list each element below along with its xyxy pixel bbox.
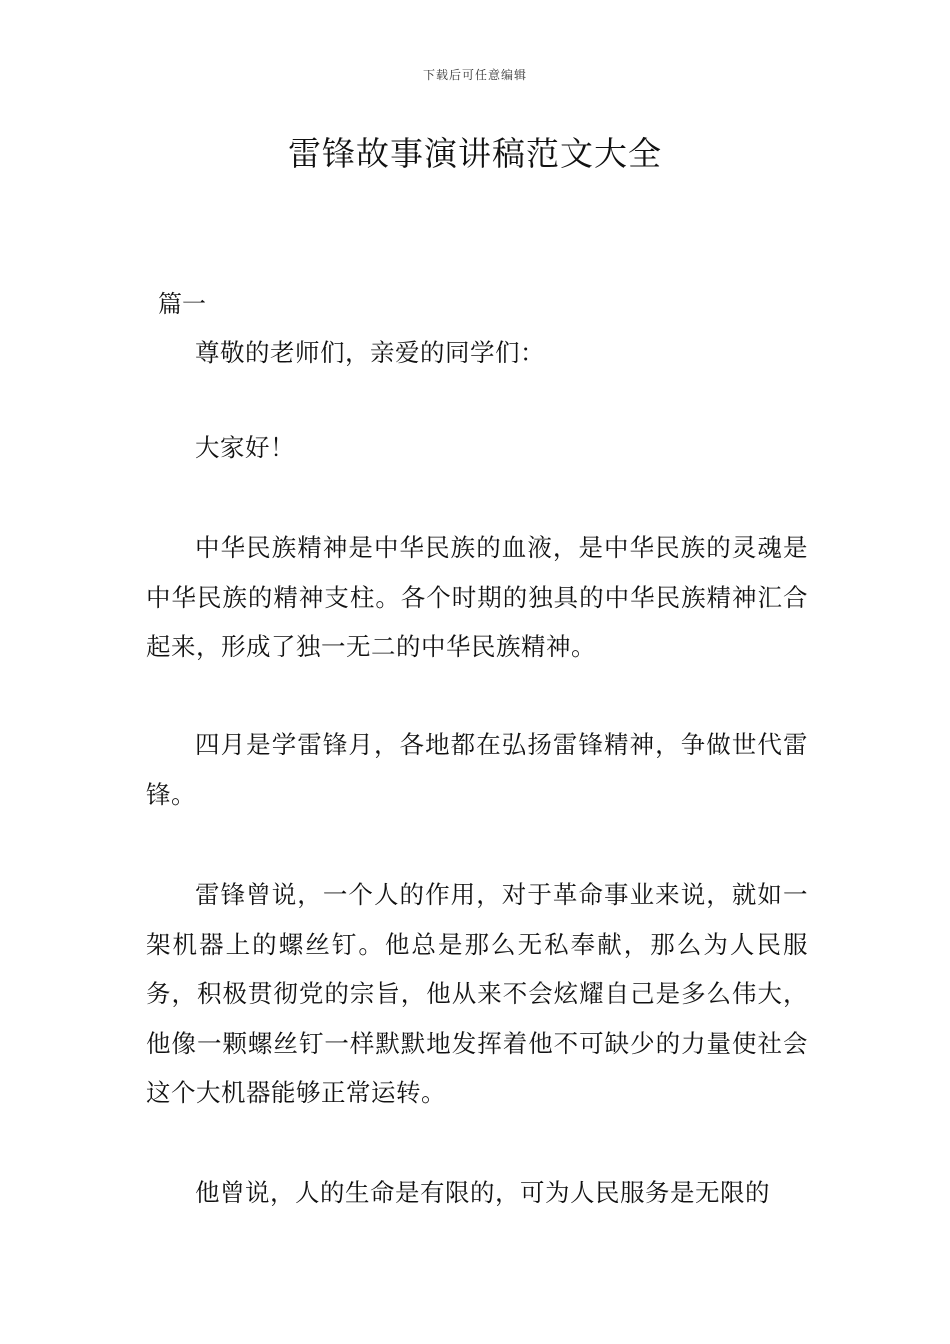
paragraph-greeting: 尊敬的老师们，亲爱的同学们：	[195, 338, 545, 367]
document-title: 雷锋故事演讲稿范文大全	[288, 134, 662, 173]
paragraph-learn-leifeng-month: 四月是学雷锋月，各地都在弘扬雷锋精神，争做世代雷锋。	[146, 730, 808, 809]
paragraph-life-limited: 他曾说，人的生命是有限的，可为人民服务是无限的	[195, 1178, 770, 1207]
paragraph-national-spirit: 中华民族精神是中华民族的血液，是中华民族的灵魂是中华民族的精神支柱。各个时期的独具的中华民族精神汇合起来，形成了独一无二的中华民族精神。	[146, 533, 808, 661]
paragraph-hello: 大家好！	[195, 433, 295, 462]
paragraph-screw-analogy: 雷锋曾说，一个人的作用，对于革命事业来说，就如一架机器上的螺丝钉。他总是那么无私奉献，那么为人民服务，积极贯彻党的宗旨，他从来不会炫耀自己是多么伟大，他像一颗螺丝钉一样默默地发挥着他不可缺少的力量使社会这个大机器能够正常运转。	[146, 880, 808, 1107]
header-note: 下载后可任意编辑	[422, 68, 527, 82]
section-label: 篇一	[158, 290, 206, 318]
